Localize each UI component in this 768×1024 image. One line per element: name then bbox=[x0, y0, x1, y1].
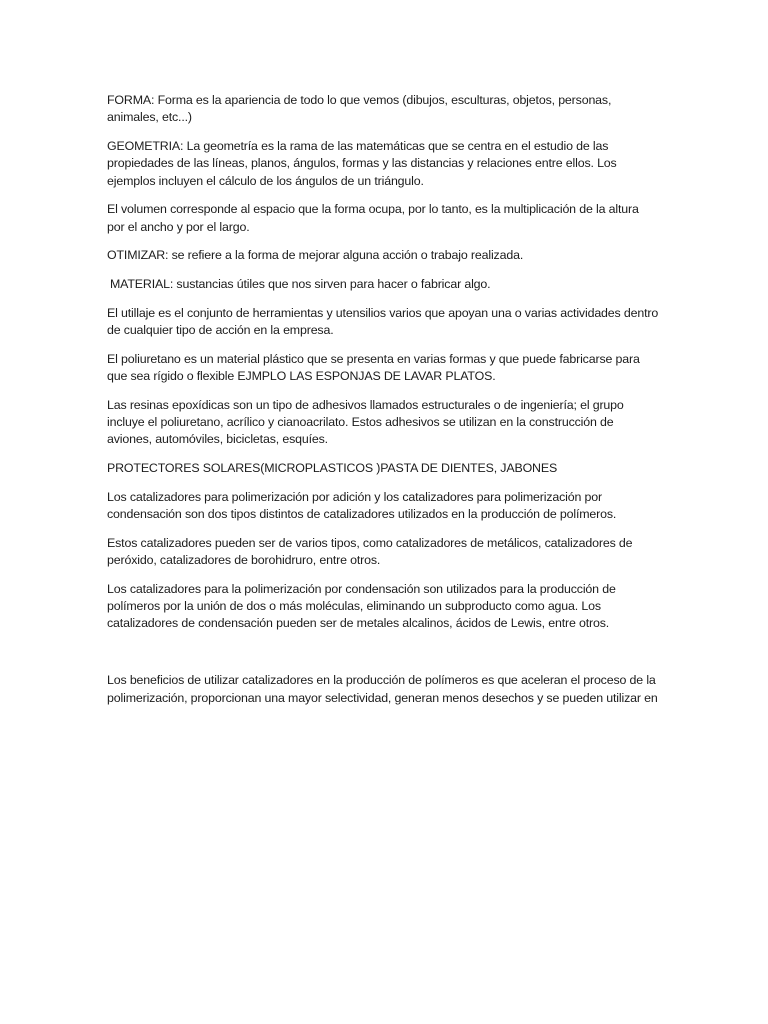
paragraph-geometria: GEOMETRIA: La geometría es la rama de las matemáticas que se centra en el estudio de las propiedades de las líneas, planos, ángulos, formas y las distancias y relaciones entre ellos. Los ejemplos incluyen el cálculo de los ángulos de un triángulo. bbox=[107, 138, 617, 188]
document-body bbox=[107, 92, 659, 718]
paragraph-beneficios: Los beneficios de utilizar catalizadores en la producción de polímeros es que aceleran el proceso de la polimerización, proporcionan una mayor selectividad, generan menos desechos y se pueden utilizar en bbox=[107, 673, 658, 705]
paragraph-catalizadores-variedad: Estos catalizadores pueden ser de varios tipos, como catalizadores de metálicos, catalizadores de peróxido, catalizadores de borohidruro, entre otros. bbox=[107, 535, 633, 567]
paragraph-material: MATERIAL: sustancias útiles que nos sirven para hacer o fabricar algo. bbox=[110, 276, 491, 291]
paragraph-poliuretano: El poliuretano es un material plástico que se presenta en varias formas y que puede fabricarse para que sea rígido o flexible EJMPLO LAS ESPONJAS DE LAVAR PLATOS. bbox=[107, 351, 640, 383]
paragraph-volumen: El volumen corresponde al espacio que la forma ocupa, por lo tanto, es la multiplicación de la altura por el ancho y por el largo. bbox=[107, 202, 639, 234]
paragraph-otimizar: OTIMIZAR: se refiere a la forma de mejorar alguna acción o trabajo realizada. bbox=[107, 248, 524, 263]
paragraph-utillaje: El utillaje es el conjunto de herramientas y utensilios varios que apoyan una o varias actividades dentro de cualquier tipo de acción en la empresa. bbox=[107, 305, 659, 337]
paragraph-catalizadores-tipos: Los catalizadores para polimerización por adición y los catalizadores para polimerización por condensación son dos tipos distintos de catalizadores utilizados en la producción de polímeros. bbox=[107, 489, 617, 521]
paragraph-protectores: PROTECTORES SOLARES(MICROPLASTICOS )PASTA DE DIENTES, JABONES bbox=[107, 460, 558, 475]
paragraph-forma: FORMA: Forma es la apariencia de todo lo que vemos (dibujos, esculturas, objetos, personas, animales, etc...) bbox=[107, 93, 612, 125]
paragraph-condensacion: Los catalizadores para la polimerización por condensación son utilizados para la producción de polímeros por la unión de dos o más moléculas, eliminando un subproducto como agua. Los catalizadores de condensación pueden ser de metales alcalinos, ácidos de Lewis, entre otros. bbox=[107, 581, 616, 631]
paragraph-resinas: Las resinas epoxídicas son un tipo de adhesivos llamados estructurales o de ingeniería; el grupo incluye el poliuretano, acrílico y cianoacrilato. Estos adhesivos se utilizan en la construcción de aviones, automóviles, bicicletas, esquíes. bbox=[107, 397, 624, 447]
